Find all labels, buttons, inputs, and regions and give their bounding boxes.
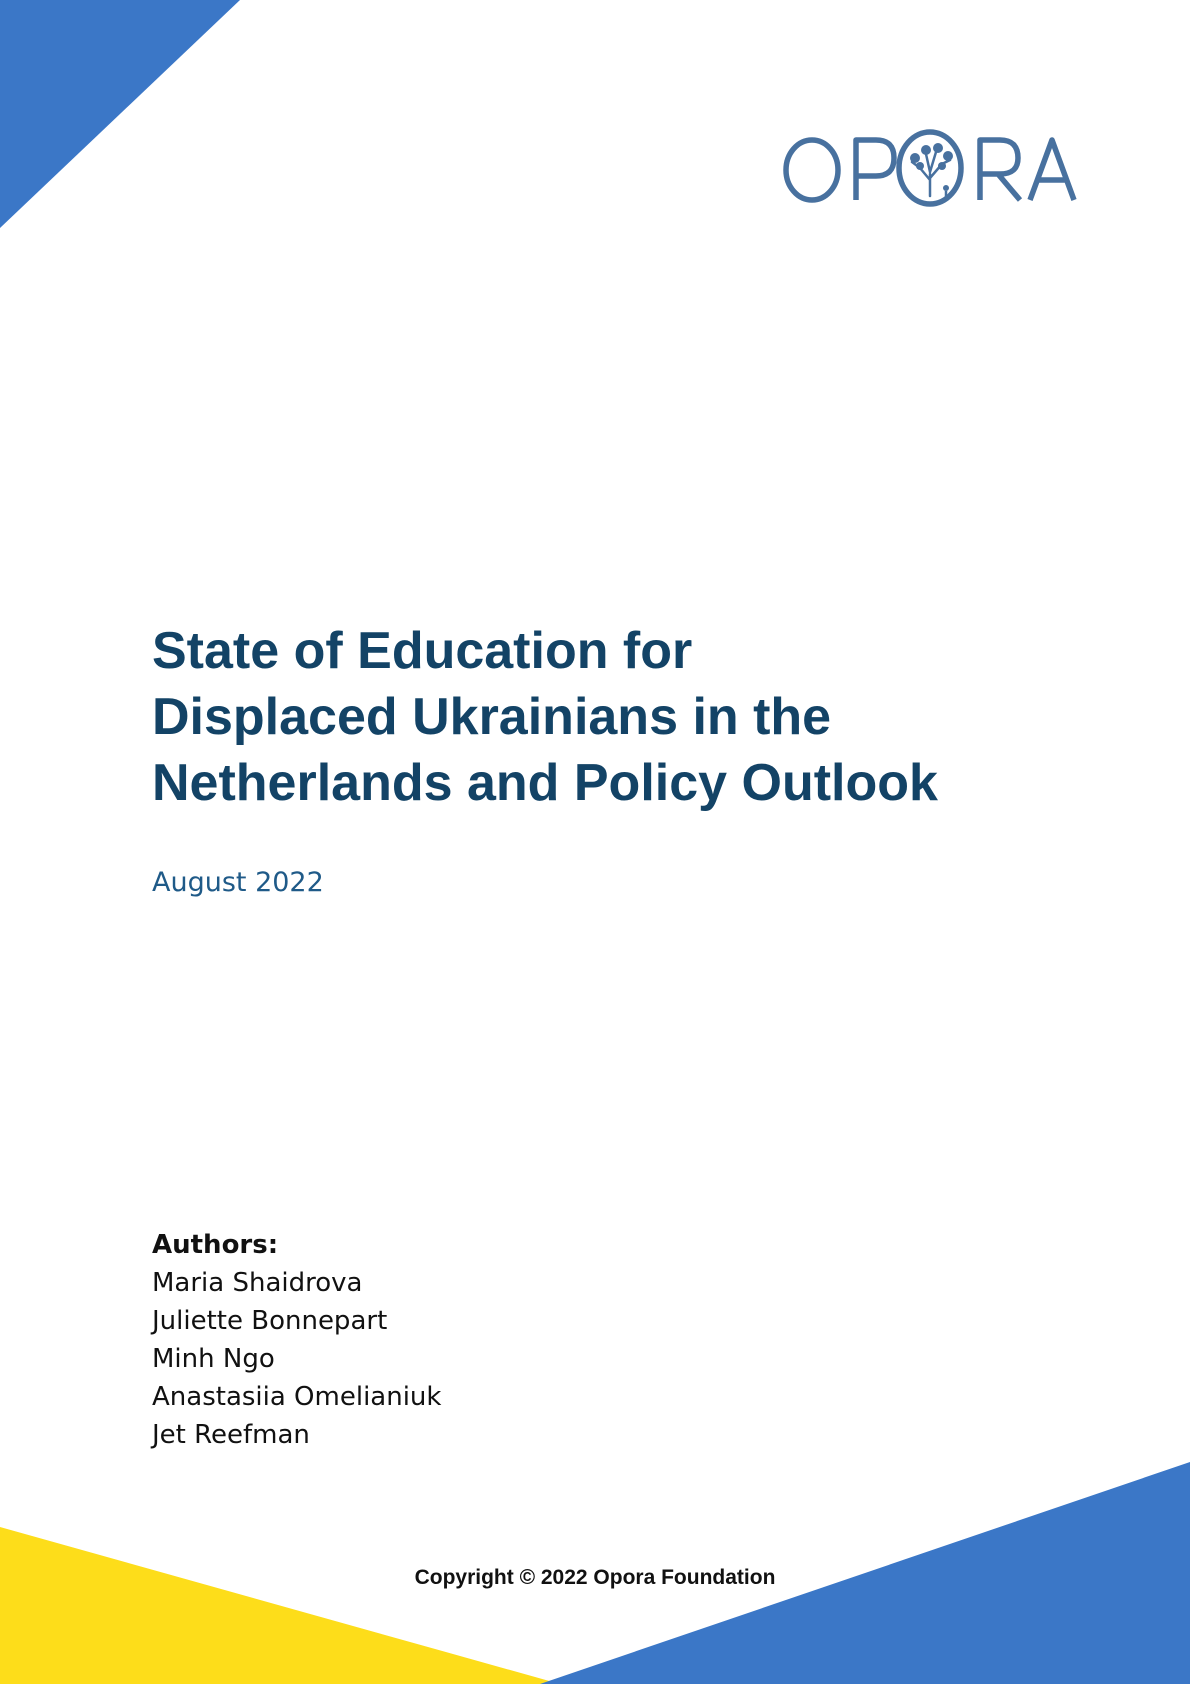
document-title (152, 618, 1052, 816)
publication-date: August 2022 (152, 867, 324, 898)
authors-heading: Authors: (152, 1230, 279, 1260)
tree-icon (899, 132, 961, 204)
author-name: Minh Ngo (152, 1344, 275, 1374)
authors-list (152, 1264, 652, 1454)
title-line: State of Education for (152, 622, 693, 680)
title-line: Netherlands and Policy Outlook (152, 754, 938, 812)
authors-section (152, 1226, 652, 1454)
author-name: Juliette Bonnepart (152, 1306, 388, 1336)
author-name: Jet Reefman (152, 1420, 310, 1450)
author-name: Maria Shaidrova (152, 1268, 363, 1298)
top-left-blue-triangle (0, 0, 240, 228)
author-name: Anastasiia Omelianiuk (152, 1382, 442, 1412)
title-line: Displaced Ukrainians in the (152, 688, 832, 746)
opora-logo (780, 128, 1080, 208)
bottom-yellow-band (0, 1527, 560, 1684)
copyright-notice: Copyright © 2022 Opora Foundation (414, 1566, 776, 1589)
